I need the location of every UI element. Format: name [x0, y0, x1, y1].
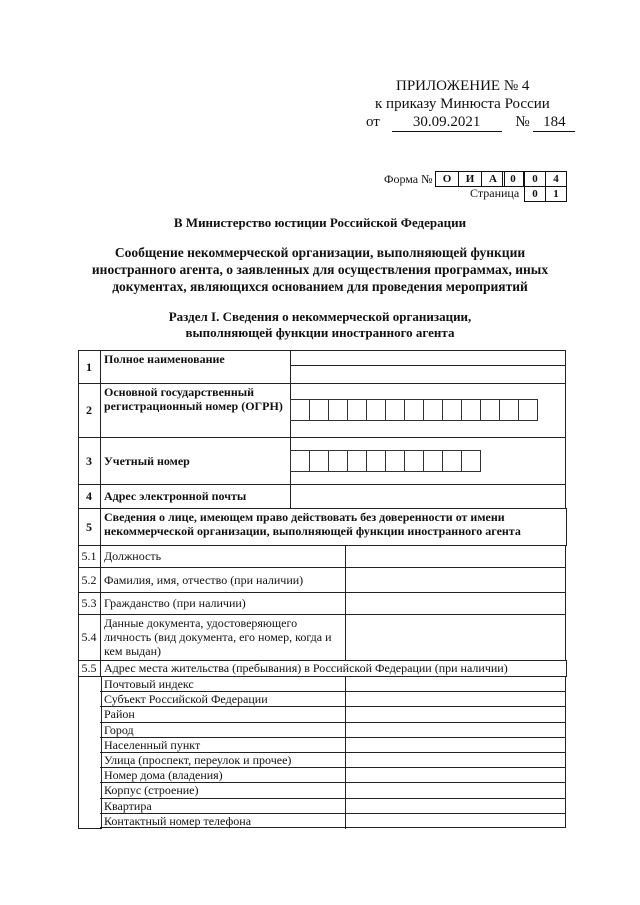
row-label: Данные документа, удостоверяющего личность (вид документа, его номер, когда и кем выдан)	[104, 616, 332, 658]
digit-box[interactable]	[461, 399, 481, 421]
row-number: 5	[86, 519, 92, 534]
row-number: 5.4	[81, 630, 97, 644]
row-value-field[interactable]	[290, 350, 566, 384]
address-field-label: Улица (проспект, переулок и прочее)	[104, 753, 292, 767]
digit-box[interactable]	[480, 399, 500, 421]
digit-box[interactable]	[404, 399, 424, 421]
digit-boxes[interactable]	[290, 399, 537, 421]
digit-box[interactable]	[423, 450, 443, 472]
row-number: 5.5	[81, 661, 97, 675]
form-code-cell: 0	[524, 171, 546, 187]
form-code-cell: И	[458, 171, 482, 187]
value-divider	[290, 365, 566, 366]
digit-box[interactable]	[499, 399, 519, 421]
form-code-cell: А	[481, 171, 505, 187]
addressee: В Министерство юстиции Российской Федерации	[173, 215, 467, 230]
address-field-label: Контактный номер телефона	[104, 813, 252, 828]
form-code-cell: 4	[545, 171, 567, 187]
row-number-cell	[78, 676, 102, 829]
form-label: Форма №	[384, 172, 433, 186]
address-field-label: Город	[104, 722, 134, 737]
page-number-cell: 1	[545, 186, 567, 202]
digit-box[interactable]	[385, 399, 405, 421]
appendix-title: ПРИЛОЖЕНИЕ № 4	[396, 78, 530, 94]
title-line: иностранного агента, о заявленных для осуществления программах, иных	[91, 262, 549, 277]
form-code-cell: О	[435, 171, 459, 187]
digit-box[interactable]	[366, 450, 386, 472]
digit-box[interactable]	[290, 399, 310, 421]
row-label: Адрес места жительства (пребывания) в Российской Федерации (при наличии)	[104, 661, 508, 675]
row-value-field[interactable]	[345, 545, 566, 568]
address-field-label: Квартира	[104, 798, 152, 813]
digit-box[interactable]	[366, 399, 386, 421]
section-title	[0, 309, 640, 341]
digit-box[interactable]	[309, 399, 329, 421]
row-label: Адрес электронной почты	[104, 489, 247, 503]
from-label: от	[366, 114, 380, 130]
row-value-field[interactable]	[345, 567, 566, 593]
document-title	[0, 244, 640, 295]
row-label: Полное наименование	[104, 352, 225, 366]
order-number: 184	[533, 114, 575, 132]
section-line: Раздел I. Сведения о некоммерческой организации,	[168, 309, 472, 324]
row-label: Гражданство (при наличии)	[104, 596, 246, 610]
address-field-label: Населенный пункт	[104, 737, 201, 752]
row-label: Фамилия, имя, отчество (при наличии)	[104, 572, 304, 587]
digit-box[interactable]	[442, 450, 462, 472]
row-label: Должность	[104, 549, 162, 563]
digit-box[interactable]	[309, 450, 329, 472]
row-number: 5.2	[81, 572, 97, 587]
digit-box[interactable]	[442, 399, 462, 421]
digit-box[interactable]	[328, 450, 348, 472]
row-number: 2	[86, 403, 92, 417]
page-number-cell: 0	[524, 186, 546, 202]
digit-boxes[interactable]	[290, 450, 480, 472]
row-value-field[interactable]	[345, 614, 566, 661]
form-code-cell: 0	[502, 171, 524, 187]
row-number: 5.3	[81, 596, 97, 610]
page-label: Страница	[470, 186, 520, 200]
section-line: выполняющей функции иностранного агента	[185, 325, 455, 340]
order-reference: к приказу Минюста России	[375, 96, 550, 112]
address-field-label: Почтовый индекс	[104, 677, 194, 691]
address-field-label: Субъект Российской Федерации	[104, 692, 268, 707]
row-number: 5.1	[81, 549, 97, 563]
row-label: Основной государственный регистрационный номер (ОГРН)	[104, 385, 283, 413]
title-line: Сообщение некоммерческой организации, выполняющей функции	[114, 245, 526, 260]
address-block	[100, 676, 566, 828]
digit-box[interactable]	[461, 450, 481, 472]
digit-box[interactable]	[328, 399, 348, 421]
digit-box[interactable]	[404, 450, 424, 472]
number-label: №	[515, 114, 530, 130]
row-label: Учетный номер	[104, 453, 190, 468]
address-field-label: Район	[104, 707, 135, 722]
row-value-field[interactable]	[345, 592, 566, 615]
digit-box[interactable]	[423, 399, 443, 421]
digit-box[interactable]	[290, 450, 310, 472]
row-number: 3	[86, 453, 92, 468]
address-field-label: Номер дома (владения)	[104, 768, 223, 783]
digit-box[interactable]	[518, 399, 538, 421]
row-value-field[interactable]	[290, 484, 566, 509]
order-date-line	[366, 114, 575, 132]
row-number: 1	[86, 359, 92, 374]
digit-box[interactable]	[347, 450, 367, 472]
digit-box[interactable]	[347, 399, 367, 421]
digit-box[interactable]	[385, 450, 405, 472]
order-date: 30.09.2021	[392, 114, 502, 132]
row-label: Сведения о лице, имеющем право действовать без доверенности от имени некоммерческой организации, выполняющей функции иностранного агента	[104, 510, 521, 538]
title-line: документах, являющихся основанием для проведения мероприятий	[112, 279, 528, 294]
row-number: 4	[86, 489, 92, 503]
address-field-label: Корпус (строение)	[104, 783, 199, 798]
